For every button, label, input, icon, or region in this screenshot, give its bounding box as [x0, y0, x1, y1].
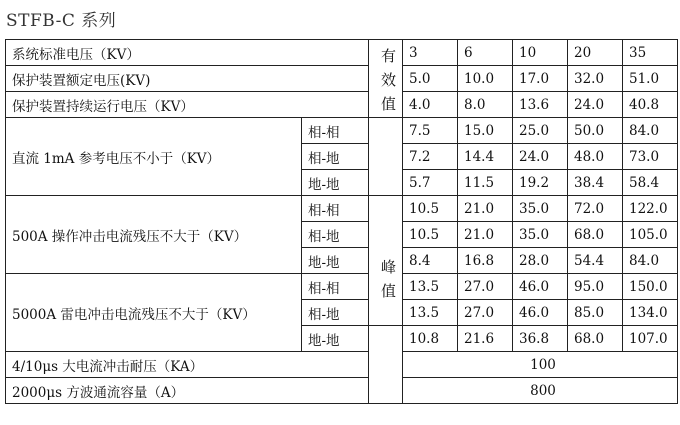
voltage-header: 10 — [513, 40, 568, 66]
table-row — [6, 352, 678, 378]
cell-value: 36.8 — [513, 326, 568, 352]
cell-value: 72.0 — [568, 196, 623, 222]
cell-value: 73.0 — [623, 144, 678, 170]
cell-value: 28.0 — [513, 248, 568, 274]
cell-value: 54.4 — [568, 248, 623, 274]
unit-blank — [369, 118, 403, 196]
cell-value: 46.0 — [513, 300, 568, 326]
cell-value: 122.0 — [623, 196, 678, 222]
connection-type: 地-地 — [302, 248, 369, 274]
cell-value: 58.4 — [623, 170, 678, 196]
connection-type: 相-地 — [302, 300, 369, 326]
cell-value: 27.0 — [458, 300, 513, 326]
table-row — [6, 92, 678, 118]
table-row — [6, 118, 678, 144]
cell-value: 10.5 — [403, 196, 458, 222]
cell-value: 40.8 — [623, 92, 678, 118]
connection-type: 相-相 — [302, 118, 369, 144]
cell-value: 32.0 — [568, 66, 623, 92]
row-label-continuous: 保护装置持续运行电压（KV） — [6, 92, 369, 118]
spec-table — [5, 39, 678, 404]
cell-value: 5.7 — [403, 170, 458, 196]
cell-value: 35.0 — [513, 196, 568, 222]
cell-value: 21.0 — [458, 222, 513, 248]
connection-type: 地-地 — [302, 326, 369, 352]
cell-value: 13.5 — [403, 300, 458, 326]
group-label-dc-ref: 直流 1mA 参考电压不小于（KV） — [6, 118, 302, 196]
cell-value: 150.0 — [623, 274, 678, 300]
row-label-rated: 保护装置额定电压(KV) — [6, 66, 369, 92]
cell-value: 7.2 — [403, 144, 458, 170]
connection-type: 相-地 — [302, 144, 369, 170]
cell-value: 8.4 — [403, 248, 458, 274]
cell-value: 21.0 — [458, 196, 513, 222]
table-row — [6, 196, 678, 222]
cell-value: 4.0 — [403, 92, 458, 118]
cell-value: 16.8 — [458, 248, 513, 274]
unit-blank — [369, 326, 403, 404]
cell-value: 8.0 — [458, 92, 513, 118]
table-row — [6, 66, 678, 92]
page-title: STFB-C 系列 — [6, 11, 117, 31]
cell-value: 27.0 — [458, 274, 513, 300]
cell-value: 10.0 — [458, 66, 513, 92]
row-label-nominal: 系统标准电压（KV） — [6, 40, 369, 66]
cell-value: 7.5 — [403, 118, 458, 144]
table-row — [6, 40, 678, 66]
cell-value: 25.0 — [513, 118, 568, 144]
cell-value: 19.2 — [513, 170, 568, 196]
cell-value: 50.0 — [568, 118, 623, 144]
cell-value: 105.0 — [623, 222, 678, 248]
cell-value: 84.0 — [623, 118, 678, 144]
cell-value: 21.6 — [458, 326, 513, 352]
cell-value: 107.0 — [623, 326, 678, 352]
cell-value: 13.6 — [513, 92, 568, 118]
cell-value: 100 — [403, 352, 678, 378]
cell-value: 5.0 — [403, 66, 458, 92]
cell-value: 13.5 — [403, 274, 458, 300]
cell-value: 95.0 — [568, 274, 623, 300]
table-row — [6, 274, 678, 300]
connection-type: 地-地 — [302, 170, 369, 196]
voltage-header: 35 — [623, 40, 678, 66]
cell-value: 68.0 — [568, 326, 623, 352]
cell-value: 24.0 — [513, 144, 568, 170]
cell-value: 85.0 — [568, 300, 623, 326]
cell-value: 38.4 — [568, 170, 623, 196]
unit-label-peak: 峰值 — [369, 196, 403, 326]
cell-value: 48.0 — [568, 144, 623, 170]
cell-value: 17.0 — [513, 66, 568, 92]
connection-type: 相-地 — [302, 222, 369, 248]
cell-value: 10.8 — [403, 326, 458, 352]
connection-type: 相-相 — [302, 196, 369, 222]
group-label-switching: 500A 操作冲击电流残压不大于（KV） — [6, 196, 302, 274]
unit-label-valid: 有效值 — [369, 40, 403, 118]
voltage-header: 20 — [568, 40, 623, 66]
voltage-header: 6 — [458, 40, 513, 66]
cell-value: 84.0 — [623, 248, 678, 274]
voltage-header: 3 — [403, 40, 458, 66]
cell-value: 51.0 — [623, 66, 678, 92]
row-label-impulse: 4/10μs 大电流冲击耐压（KA） — [6, 352, 369, 378]
cell-value: 800 — [403, 378, 678, 404]
cell-value: 15.0 — [458, 118, 513, 144]
cell-value: 46.0 — [513, 274, 568, 300]
table-row — [6, 378, 678, 404]
cell-value: 35.0 — [513, 222, 568, 248]
group-label-lightning: 5000A 雷电冲击电流残压不大于（KV） — [6, 274, 302, 352]
cell-value: 14.4 — [458, 144, 513, 170]
connection-type: 相-相 — [302, 274, 369, 300]
cell-value: 11.5 — [458, 170, 513, 196]
cell-value: 134.0 — [623, 300, 678, 326]
cell-value: 68.0 — [568, 222, 623, 248]
cell-value: 24.0 — [568, 92, 623, 118]
cell-value: 10.5 — [403, 222, 458, 248]
row-label-square-wave: 2000μs 方波通流容量（A） — [6, 378, 369, 404]
